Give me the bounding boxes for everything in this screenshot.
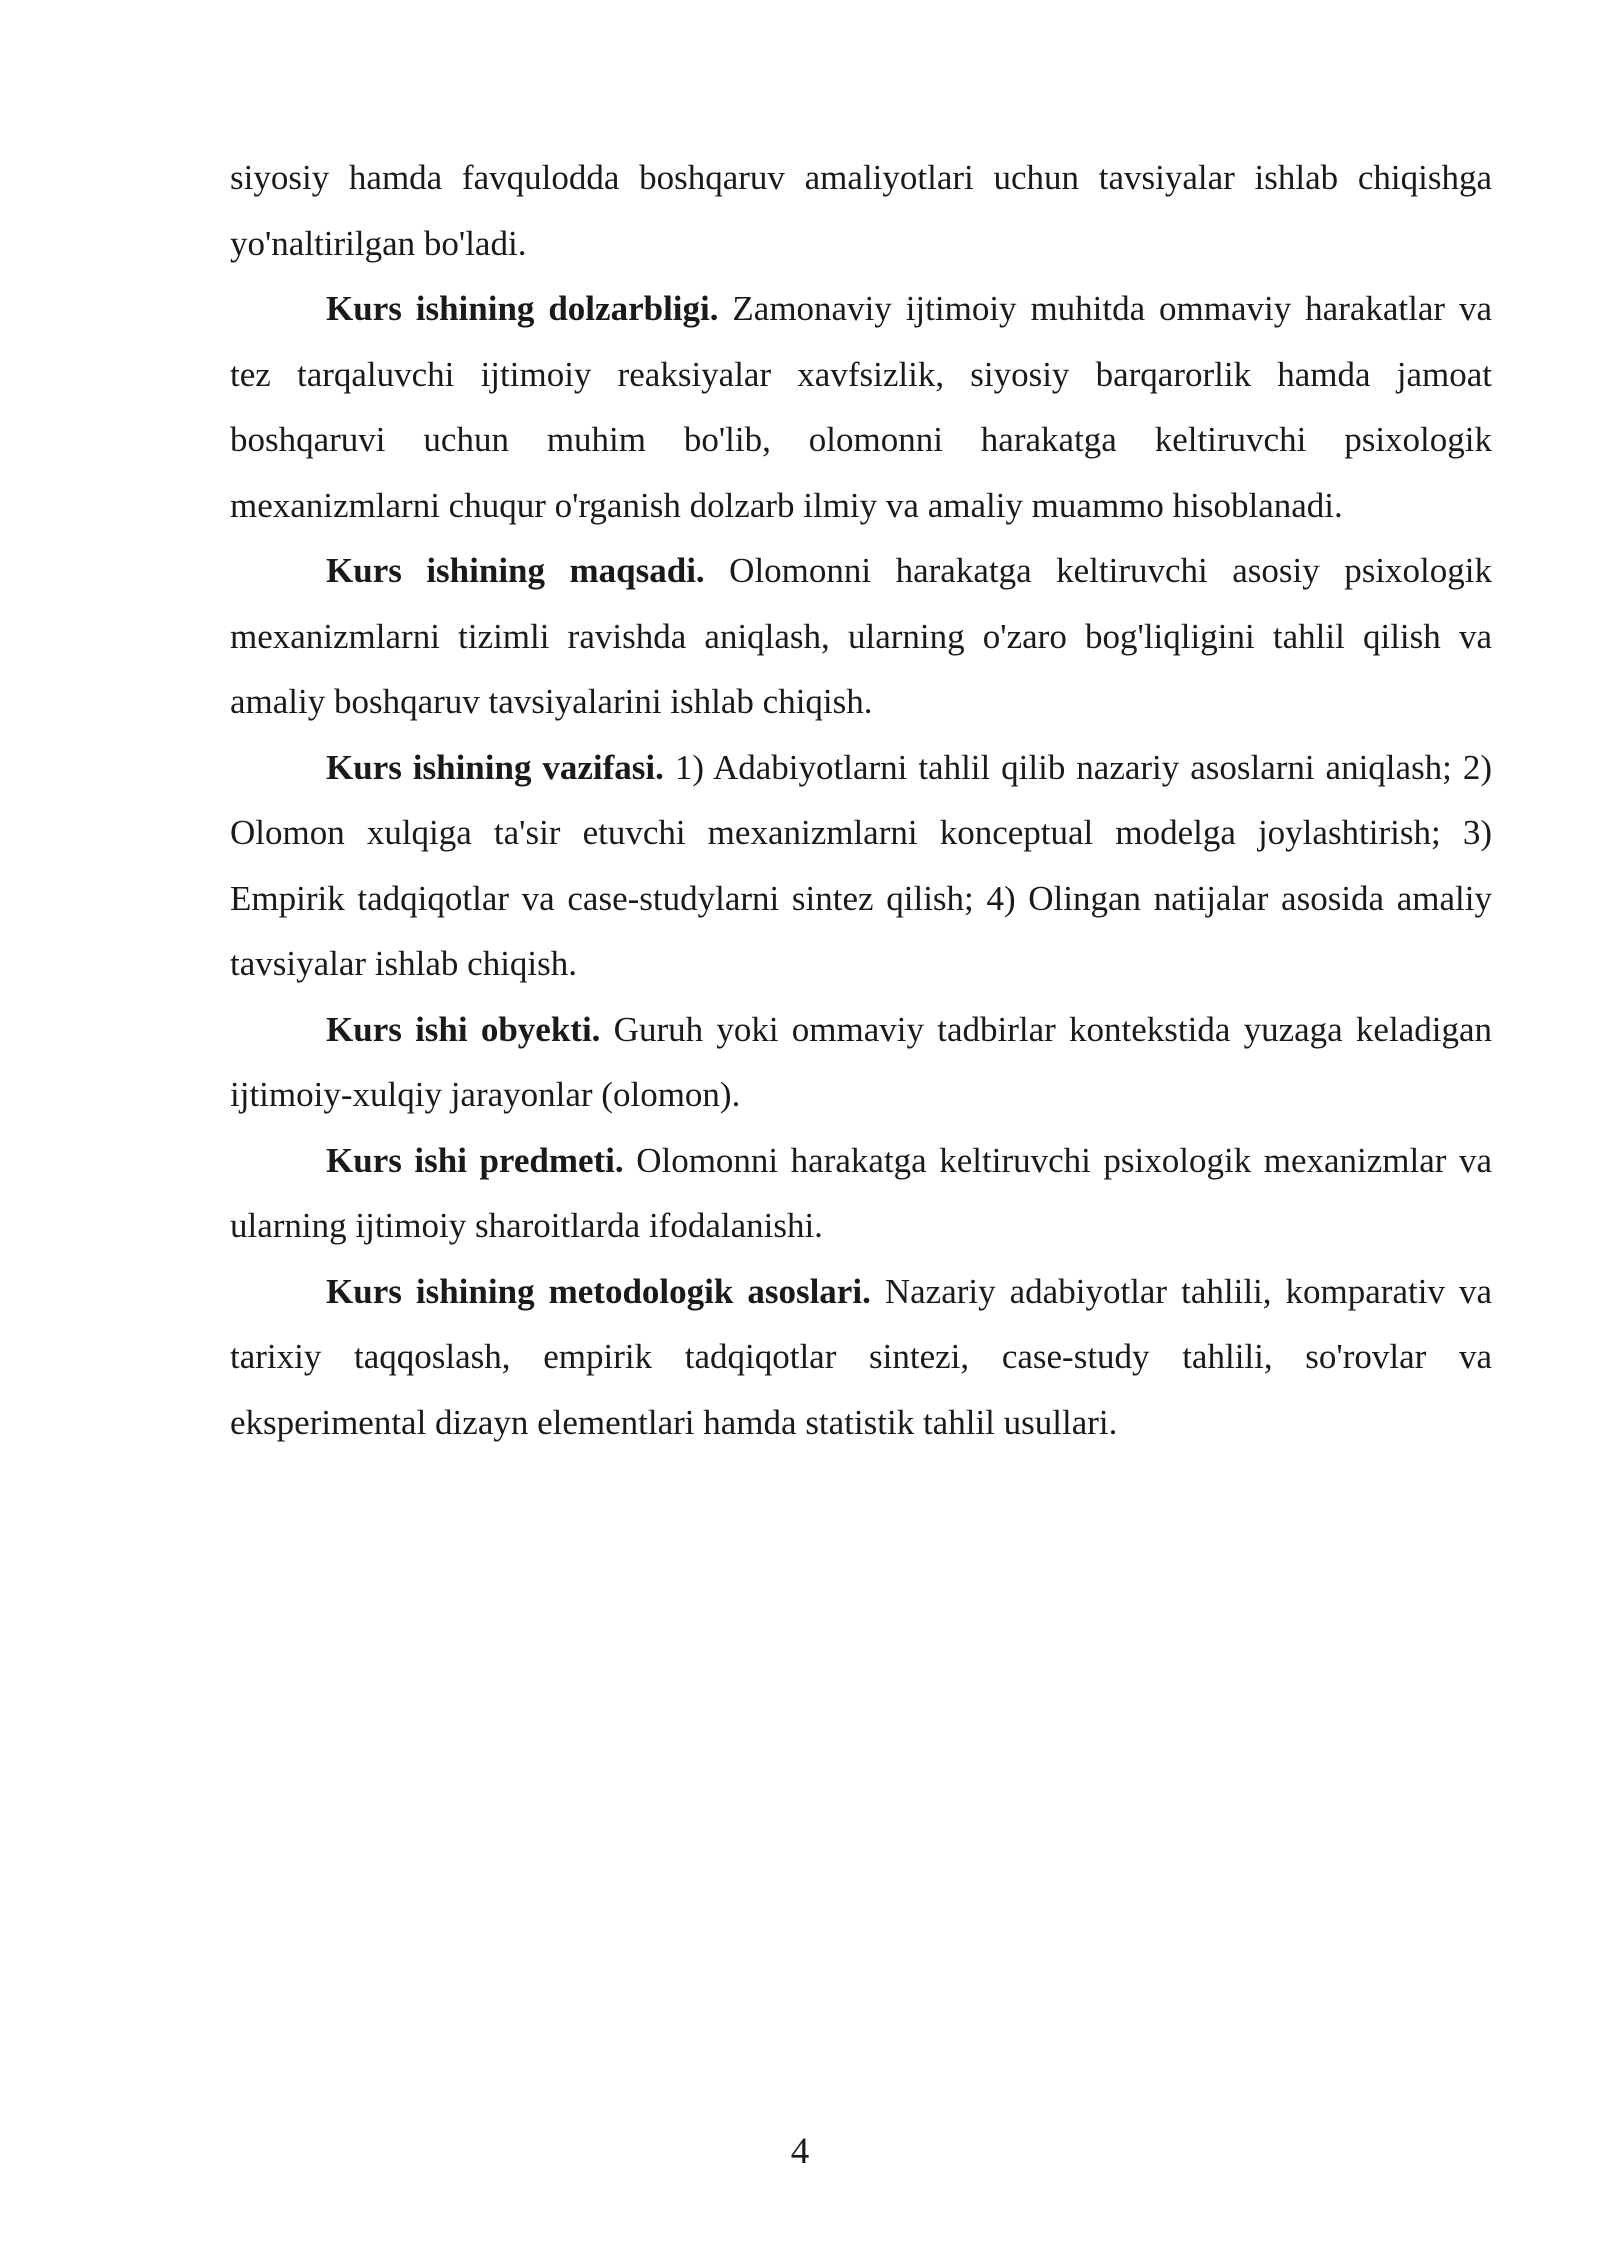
paragraph-text: siyosiy hamda favqulodda boshqaruv amaliyotlari uchun tavsiyalar ishlab chiqishga yo'naltirilgan bo'ladi. (230, 158, 1492, 263)
paragraph-text: Nazariy adabiyotlar tahlili, komparativ va tarixiy taqqoslash, empirik tadqiqotlar sintezi, case-study tahlili, so'rovlar va eksperimental dizayn elementlari hamda statistik tahlil usullari. (230, 1271, 1493, 1442)
paragraph-object (230, 997, 1492, 1128)
paragraph-methodology (230, 1259, 1492, 1456)
paragraph-heading: Kurs ishi predmeti. (326, 1140, 624, 1180)
paragraph-heading: Kurs ishining dolzarbligi. (326, 289, 719, 328)
paragraph-heading: Kurs ishi obyekti. (326, 1009, 601, 1049)
paragraph-text: Zamonaviy ijtimoiy muhitda ommaviy harakatlar va tez tarqaluvchi ijtimoiy reaksiyalar xavfsizlik, siyosiy barqarorlik hamda jamoat boshqaruvi uchun muhim bo'lib, olomonni harakatga keltiruvchi psixologik mexanizmlarni chuqur o'rganish dolzarb ilmiy va amaliy muammo hisoblanadi. (230, 289, 1493, 525)
paragraph-goal (230, 538, 1492, 735)
paragraph-relevance (230, 276, 1492, 538)
paragraph-text: 1) Adabiyotlarni tahlil qilib nazariy asoslarni aniqlash; 2) Olomon xulqiga ta'sir etuvchi mexanizmlarni konceptual modelga joylashtirish; 3) Empirik tadqiqotlar va case-studylarni sintez qilish; 4) Olingan natijalar asosida amaliy tavsiyalar ishlab chiqish. (230, 747, 1492, 983)
paragraph-text: Olomonni harakatga keltiruvchi asosiy psixologik mexanizmlarni tizimli ravishda aniqlash, ularning o'zaro bog'liqligini tahlil qilish va amaliy boshqaruv tavsiyalarini ishlab chiqish. (230, 551, 1492, 721)
paragraph-heading: Kurs ishining metodologik asoslari. (326, 1271, 871, 1311)
paragraph-heading: Kurs ishining maqsadi. (326, 551, 705, 590)
document-body (230, 145, 1492, 1455)
paragraph-heading: Kurs ishining vazifasi. (326, 747, 664, 787)
page-number: 4 (790, 2131, 810, 2172)
paragraph-subject (230, 1128, 1492, 1259)
paragraph-tasks (230, 735, 1492, 997)
paragraph-continuation (230, 145, 1492, 276)
paragraph-text: Guruh yoki ommaviy tadbirlar kontekstida yuzaga keladigan ijtimoiy-xulqiy jarayonlar (olomon). (230, 1009, 1492, 1114)
paragraph-text: Olomonni harakatga keltiruvchi psixologik mexanizmlar va ularning ijtimoiy sharoitlarda ifodalanishi. (230, 1140, 1492, 1245)
